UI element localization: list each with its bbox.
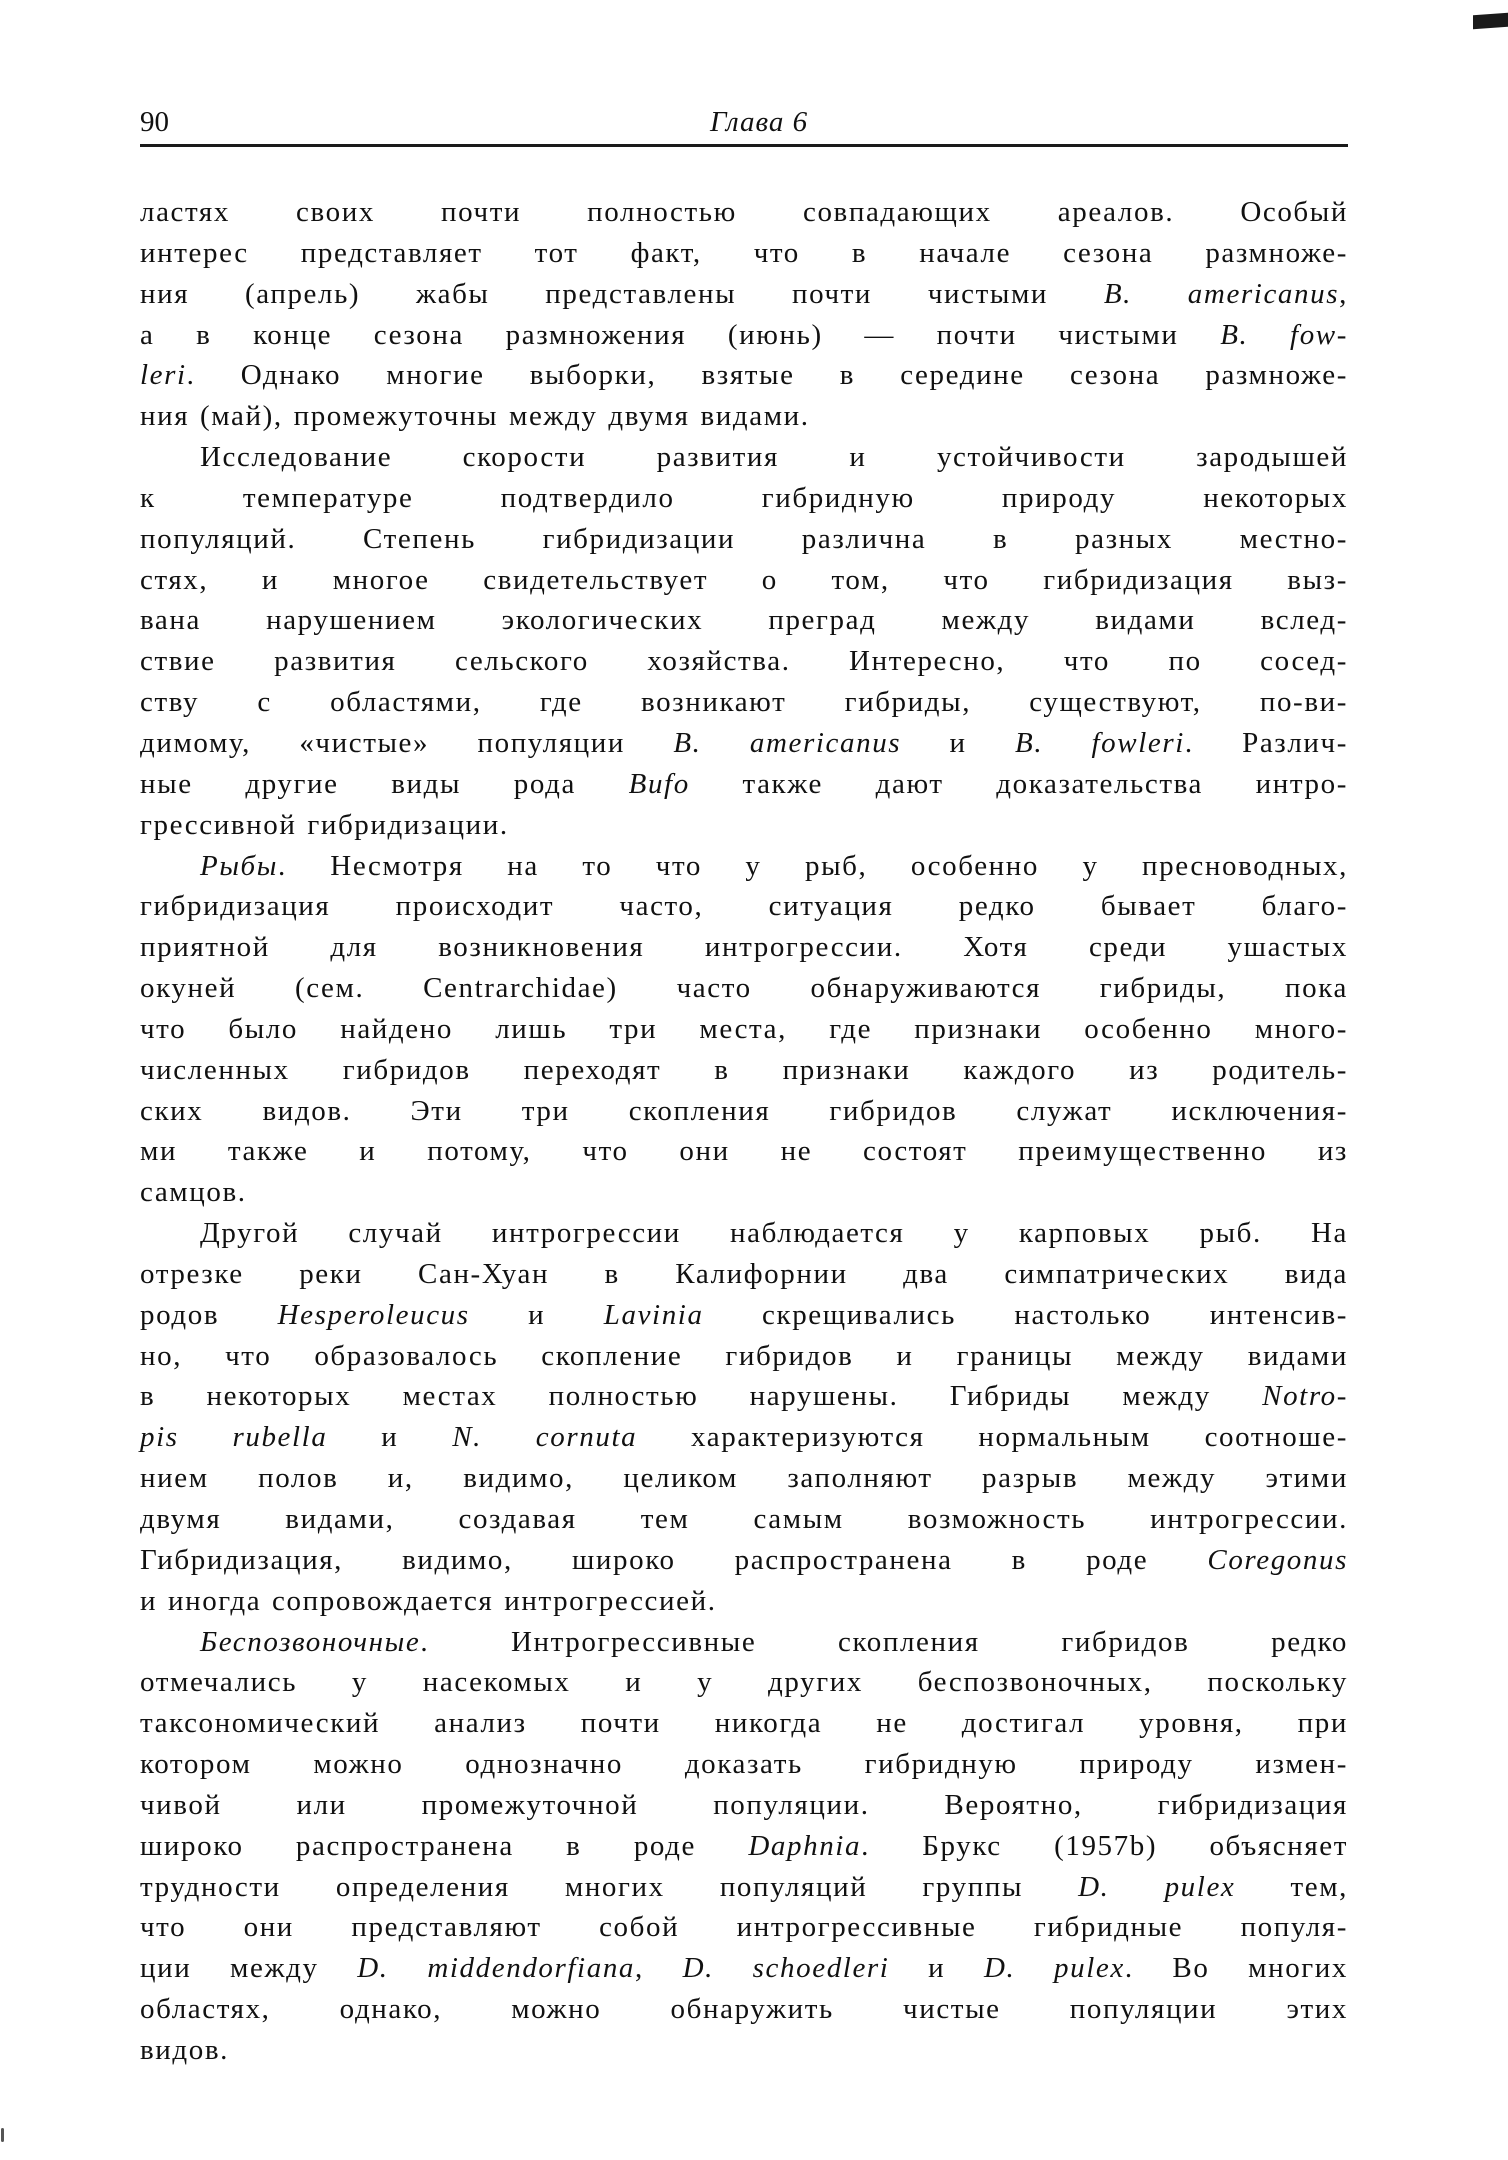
text-line — [140, 396, 1348, 437]
scan-artifact-mark — [1473, 13, 1508, 29]
paragraph — [140, 437, 1348, 845]
text-run: котором можно однозначно доказать гибридную природу измен- — [140, 1748, 1348, 1781]
text-line — [140, 1826, 1348, 1867]
text-run: ствие развития сельского хозяйства. Интересно, что по сосед- — [140, 645, 1348, 678]
text-line — [140, 1744, 1348, 1785]
text-line — [140, 1907, 1348, 1948]
text-line — [140, 519, 1348, 560]
text-run: отрезке реки Сан-Хуан в Калифорнии два симпатрических вида — [140, 1257, 1348, 1290]
italic-term: D. pulex — [983, 1952, 1125, 1985]
text-run: тем, — [1235, 1870, 1349, 1903]
running-header — [140, 104, 1348, 140]
text-run: приятной для возникновения интрогрессии. Хотя среди ушастых — [140, 931, 1348, 964]
text-run: чивой или промежуточной популяции. Вероятно, гибридизация — [140, 1788, 1348, 1821]
text-line — [140, 1785, 1348, 1826]
text-run: интерес представляет тот факт, что в начале сезона размноже- — [140, 236, 1348, 269]
text-line — [140, 1295, 1348, 1336]
text-run: . Интрогрессивные скопления гибридов редко — [420, 1625, 1348, 1658]
text-run: . Брукс (1957b) объясняет — [861, 1829, 1349, 1862]
text-run: характеризуются нормальным соотноше- — [637, 1421, 1349, 1454]
text-line — [140, 1499, 1348, 1540]
text-line — [140, 1213, 1348, 1254]
text-run: . Несмотря на то что у рыб, особенно у пресноводных, — [277, 849, 1348, 882]
text-run: окуней (сем. Centrarchidae) часто обнаруживаются гибриды, пока — [140, 972, 1348, 1005]
text-run: ству с областями, где возникают гибриды, существуют, по-ви- — [140, 686, 1348, 719]
text-run: также дают доказательства интро- — [689, 767, 1348, 800]
text-run: . Однако многие выборки, взятые в середине сезона размноже- — [186, 359, 1348, 392]
text-line — [140, 1662, 1348, 1703]
text-run: в некоторых местах полностью нарушены. Гибриды между — [140, 1380, 1263, 1413]
text-run: широко распространена в роде — [140, 1829, 749, 1862]
text-run: ских видов. Эти три скопления гибридов служат исключения- — [140, 1094, 1348, 1127]
text-line — [140, 1336, 1348, 1377]
text-run: что было найдено лишь три места, где признаки особенно много- — [140, 1012, 1348, 1045]
italic-term: B. fowleri — [1015, 726, 1185, 759]
italic-term: Coregonus — [1207, 1543, 1348, 1576]
text-line — [140, 641, 1348, 682]
text-run: , — [1339, 277, 1348, 310]
text-line — [140, 1458, 1348, 1499]
text-run: популяций. Степень гибридизации различна в разных местно- — [140, 522, 1348, 555]
text-line — [140, 600, 1348, 641]
text-line — [140, 1989, 1348, 2030]
text-run: ные другие виды рода — [140, 767, 629, 800]
text-run: . Во многих — [1124, 1952, 1349, 1985]
text-line — [140, 233, 1348, 274]
italic-term: N. cornuta — [452, 1421, 638, 1454]
text-run: родов — [140, 1298, 278, 1331]
italic-term: B. americanus — [673, 726, 902, 759]
text-line — [140, 560, 1348, 601]
text-line — [140, 437, 1348, 478]
text-line — [140, 355, 1348, 396]
text-run: Другой случай интрогрессии наблюдается у карповых рыб. На — [200, 1217, 1348, 1250]
text-line — [140, 723, 1348, 764]
text-line — [140, 1867, 1348, 1908]
text-run: димому, «чистые» популяции — [140, 726, 674, 759]
page-number: 90 — [140, 106, 169, 138]
text-line — [140, 682, 1348, 723]
text-run: ния (май), промежуточны между двумя видами. — [140, 400, 810, 433]
text-run: численных гибридов переходят в признаки каждого из родитель- — [140, 1053, 1348, 1086]
italic-term: D. middendorfiana — [357, 1952, 636, 1985]
text-run: трудности определения многих популяций группы — [140, 1870, 1079, 1903]
text-run: двумя видами, создавая тем самым возможность интрогрессии. — [140, 1503, 1348, 1535]
text-run: нием полов и, видимо, целиком заполняют разрыв между этими — [140, 1462, 1348, 1495]
text-line — [140, 1050, 1348, 1091]
italic-term: Hesperoleucus — [277, 1298, 470, 1331]
text-run: ния (апрель) жабы представлены почти чистыми — [140, 277, 1104, 310]
text-line — [140, 274, 1348, 315]
text-line — [140, 1581, 1348, 1622]
text-line — [140, 805, 1348, 846]
text-run: , — [635, 1952, 683, 1985]
italic-term: leri — [140, 359, 187, 392]
text-run: самцов. — [140, 1176, 247, 1209]
text-run: скрещивались настолько интенсив- — [703, 1298, 1349, 1331]
text-line — [140, 2030, 1348, 2071]
italic-term: D. schoedleri — [682, 1952, 890, 1985]
text-run: и — [469, 1298, 604, 1331]
italic-term: Рыбы — [200, 849, 278, 882]
text-run: и — [901, 726, 1015, 759]
text-run: таксономический анализ почти никогда не достигал уровня, при — [140, 1707, 1348, 1740]
paragraph — [140, 846, 1348, 1214]
italic-term: B. fow- — [1220, 318, 1348, 351]
text-run: отмечались у насекомых и у других беспозвоночных, поскольку — [140, 1666, 1348, 1699]
text-line — [140, 1131, 1348, 1172]
text-run: что они представляют собой интрогрессивные гибридные популя- — [140, 1911, 1348, 1944]
text-line — [140, 315, 1348, 356]
text-run: и иногда сопровождается интрогрессией. — [140, 1584, 717, 1617]
text-line — [140, 192, 1348, 233]
paragraph — [140, 1213, 1348, 1621]
text-run: к температуре подтвердило гибридную природу некоторых — [140, 481, 1348, 514]
text-run: Исследование скорости развития и устойчивости зародышей — [200, 441, 1348, 474]
italic-term: B. americanus — [1103, 277, 1340, 310]
text-line — [140, 1417, 1348, 1458]
text-line — [140, 1703, 1348, 1744]
text-run: Гибридизация, видимо, широко распространена в роде — [140, 1543, 1208, 1576]
text-line — [140, 1009, 1348, 1050]
text-line — [140, 1376, 1348, 1417]
text-run: стях, и многое свидетельствует о том, что гибридизация выз- — [140, 563, 1348, 596]
italic-term: Bufo — [628, 767, 690, 800]
text-run: грессивной гибридизации. — [140, 808, 509, 841]
italic-term: Notro- — [1262, 1380, 1348, 1413]
italic-term: pis rubella — [140, 1421, 328, 1454]
paragraph — [140, 192, 1348, 437]
text-run: ми также и потому, что они не состоят преимущественно из — [140, 1135, 1348, 1168]
text-run: но, что образовалось скопление гибридов и границы между видами — [140, 1339, 1348, 1372]
text-run: а в конце сезона размножения (июнь) — почти чистыми — [140, 318, 1221, 351]
text-run: . Различ- — [1184, 726, 1348, 759]
body-text — [140, 192, 1348, 2071]
italic-term: Daphnia — [748, 1829, 862, 1862]
text-run: видов. — [140, 2033, 230, 2066]
text-run: ции между — [140, 1952, 358, 1985]
chapter-title: Глава 6 — [710, 106, 809, 138]
italic-term: D. pulex — [1078, 1870, 1236, 1903]
text-run: и — [327, 1421, 453, 1454]
text-line — [140, 1540, 1348, 1581]
italic-term: Беспозвоночные — [200, 1625, 421, 1658]
text-line — [140, 846, 1348, 887]
text-run: и — [889, 1952, 984, 1985]
text-line — [140, 1091, 1348, 1132]
text-line — [140, 886, 1348, 927]
text-line — [140, 1254, 1348, 1295]
scan-artifact-speck — [1, 2128, 4, 2142]
text-run: ластях своих почти полностью совпадающих ареалов. Особый — [140, 196, 1348, 228]
text-line — [140, 764, 1348, 805]
text-run: вана нарушением экологических преград между видами вслед- — [140, 604, 1348, 637]
text-run: гибридизация происходит часто, ситуация редко бывает благо- — [140, 890, 1348, 923]
header-rule — [140, 144, 1348, 147]
text-line — [140, 478, 1348, 519]
paragraph — [140, 1622, 1348, 2071]
text-line — [140, 1948, 1348, 1989]
text-line — [140, 927, 1348, 968]
text-run: областях, однако, можно обнаружить чистые популяции этих — [140, 1993, 1348, 2026]
italic-term: Lavinia — [603, 1298, 704, 1331]
text-line — [140, 1622, 1348, 1663]
text-line — [140, 968, 1348, 1009]
text-line — [140, 1172, 1348, 1213]
